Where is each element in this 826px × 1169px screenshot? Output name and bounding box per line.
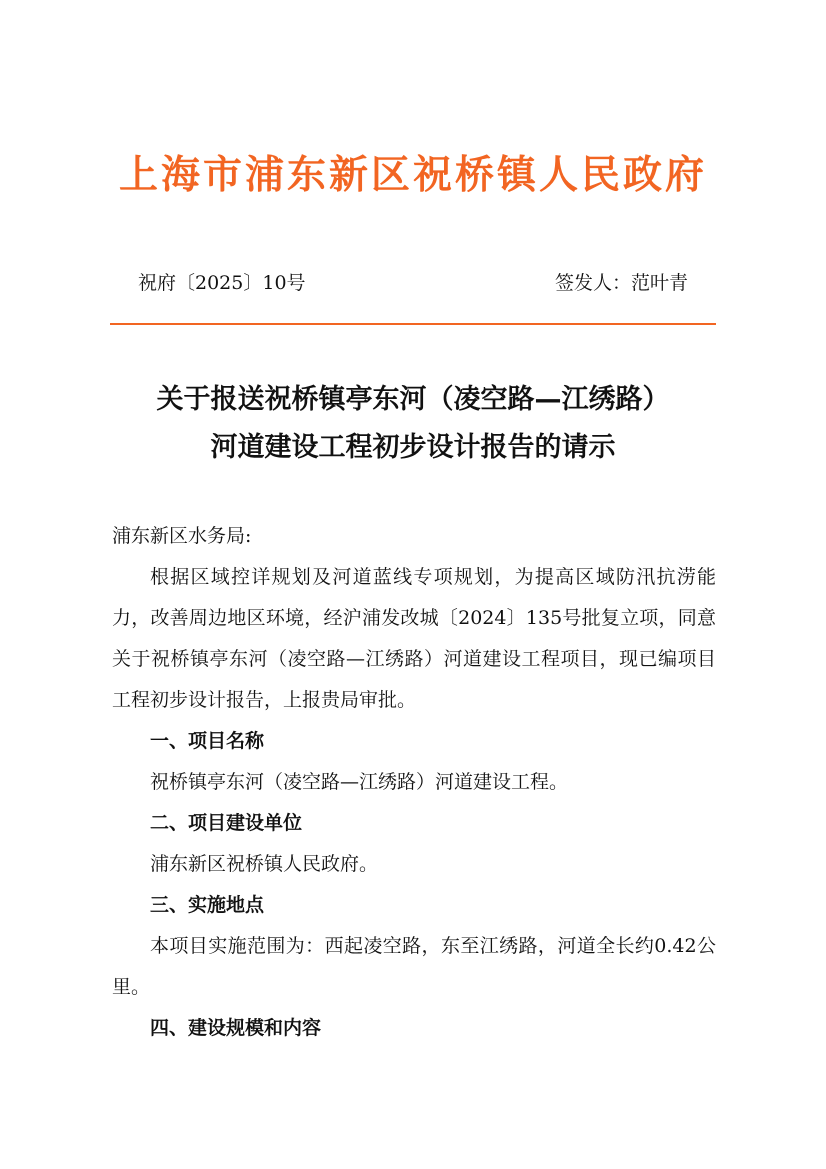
title-line-1: 关于报送祝桥镇亭东河（凌空路—江绣路） [156, 384, 670, 415]
section-heading-project-name: 一、项目名称 [150, 730, 265, 752]
section-text-construction-unit: 浦东新区祝桥镇人民政府。 [150, 853, 379, 875]
document-body [112, 516, 716, 1049]
document-number: 祝府〔2025〕10号 [138, 272, 306, 294]
title-line-2: 河道建设工程初步设计报告的请示 [210, 432, 616, 463]
issuer-signature: 签发人：范叶青 [554, 272, 688, 294]
section-heading-construction-unit: 二、项目建设单位 [150, 812, 303, 834]
section-heading-scale-content: 四、建设规模和内容 [150, 1017, 322, 1039]
org-masthead-title: 上海市浦东新区祝桥镇人民政府 [118, 153, 707, 198]
section-heading-location: 三、实施地点 [150, 894, 265, 916]
section-text-location: 本项目实施范围为：西起凌空路，东至江绣路，河道全长约0.42公里。 [112, 935, 716, 998]
intro-paragraph: 根据区域控详规划及河道蓝线专项规划，为提高区域防汛抗涝能力，改善周边地区环境，经沪浦发改城〔2024〕135号批复立项，同意关于祝桥镇亭东河（凌空路—江绣路）河道建设工程项目，现已编项目工程初步设计报告，上报贵局审批。 [112, 566, 716, 711]
document-title [0, 376, 826, 472]
section-text-project-name: 祝桥镇亭东河（凌空路—江绣路）河道建设工程。 [150, 771, 569, 793]
red-divider-line [110, 323, 716, 325]
salutation: 浦东新区水务局: [112, 525, 252, 547]
